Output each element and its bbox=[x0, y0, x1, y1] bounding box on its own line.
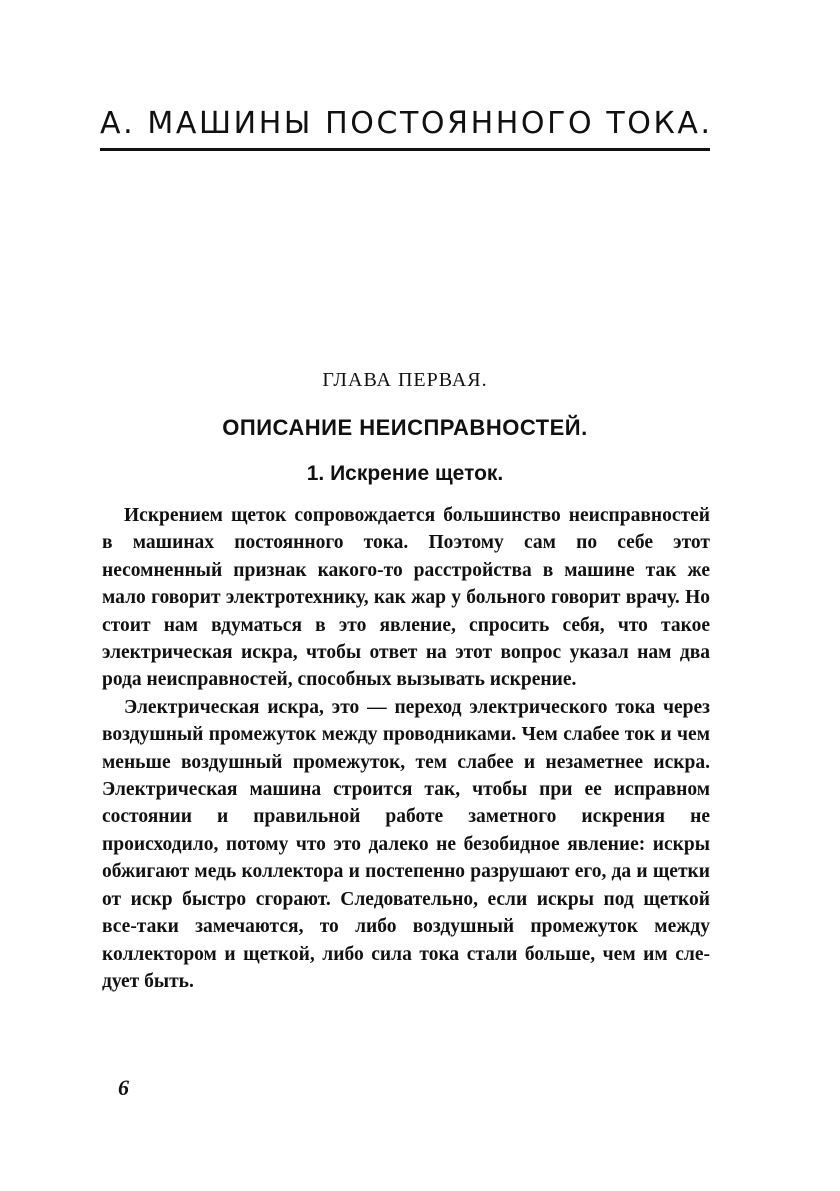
section-title: 1. Искрение щеток. bbox=[306, 462, 504, 485]
chapter-title: ОПИСАНИЕ НЕИСПРАВНОСТЕЙ. bbox=[222, 415, 588, 440]
page-number: 6 bbox=[118, 1075, 129, 1100]
part-heading: А. МАШИНЫ ПОСТОЯННОГО ТОКА. bbox=[100, 106, 713, 141]
chapter-label: ГЛАВА ПЕРВАЯ. bbox=[322, 369, 488, 391]
heading-rule bbox=[100, 148, 710, 151]
paragraph: Искрением щеток сопровождается большинство неисправностей в машинах постоянного тока. Поэтому сам по себе этот несомненный признак какого-то расстройства в машине так же мало говорит электротехнику, как жар у больного говорит врачу. Но стоит нам вдуматься в это явление, спросить себя, что такое электрическая искра, чтобы ответ на этот вопрос указал нам два рода неисправностей, способных вызывать искрение. bbox=[102, 505, 710, 691]
body-text bbox=[102, 502, 710, 995]
paragraph: Электрическая искра, это — переход электрического тока через воздушный промежуток между проводниками. Чем слабее ток и чем меньше воздушный промежуток, тем слабее и незаметнее искра. Электрическая машина строится так, чтобы при ее исправном состоянии и правильной работе заметного искрения не происходило, потому что это далеко не безобидное явление: искры обжигают медь коллектора и постепенно разрушают его, да и щетки от искр быстро сгорают. Следовательно, если искры под щеткой все-таки замечаются, то либо воздушный промежуток между коллектором и щеткой, либо сила тока стали больше, чем им следует быть. bbox=[102, 696, 710, 992]
